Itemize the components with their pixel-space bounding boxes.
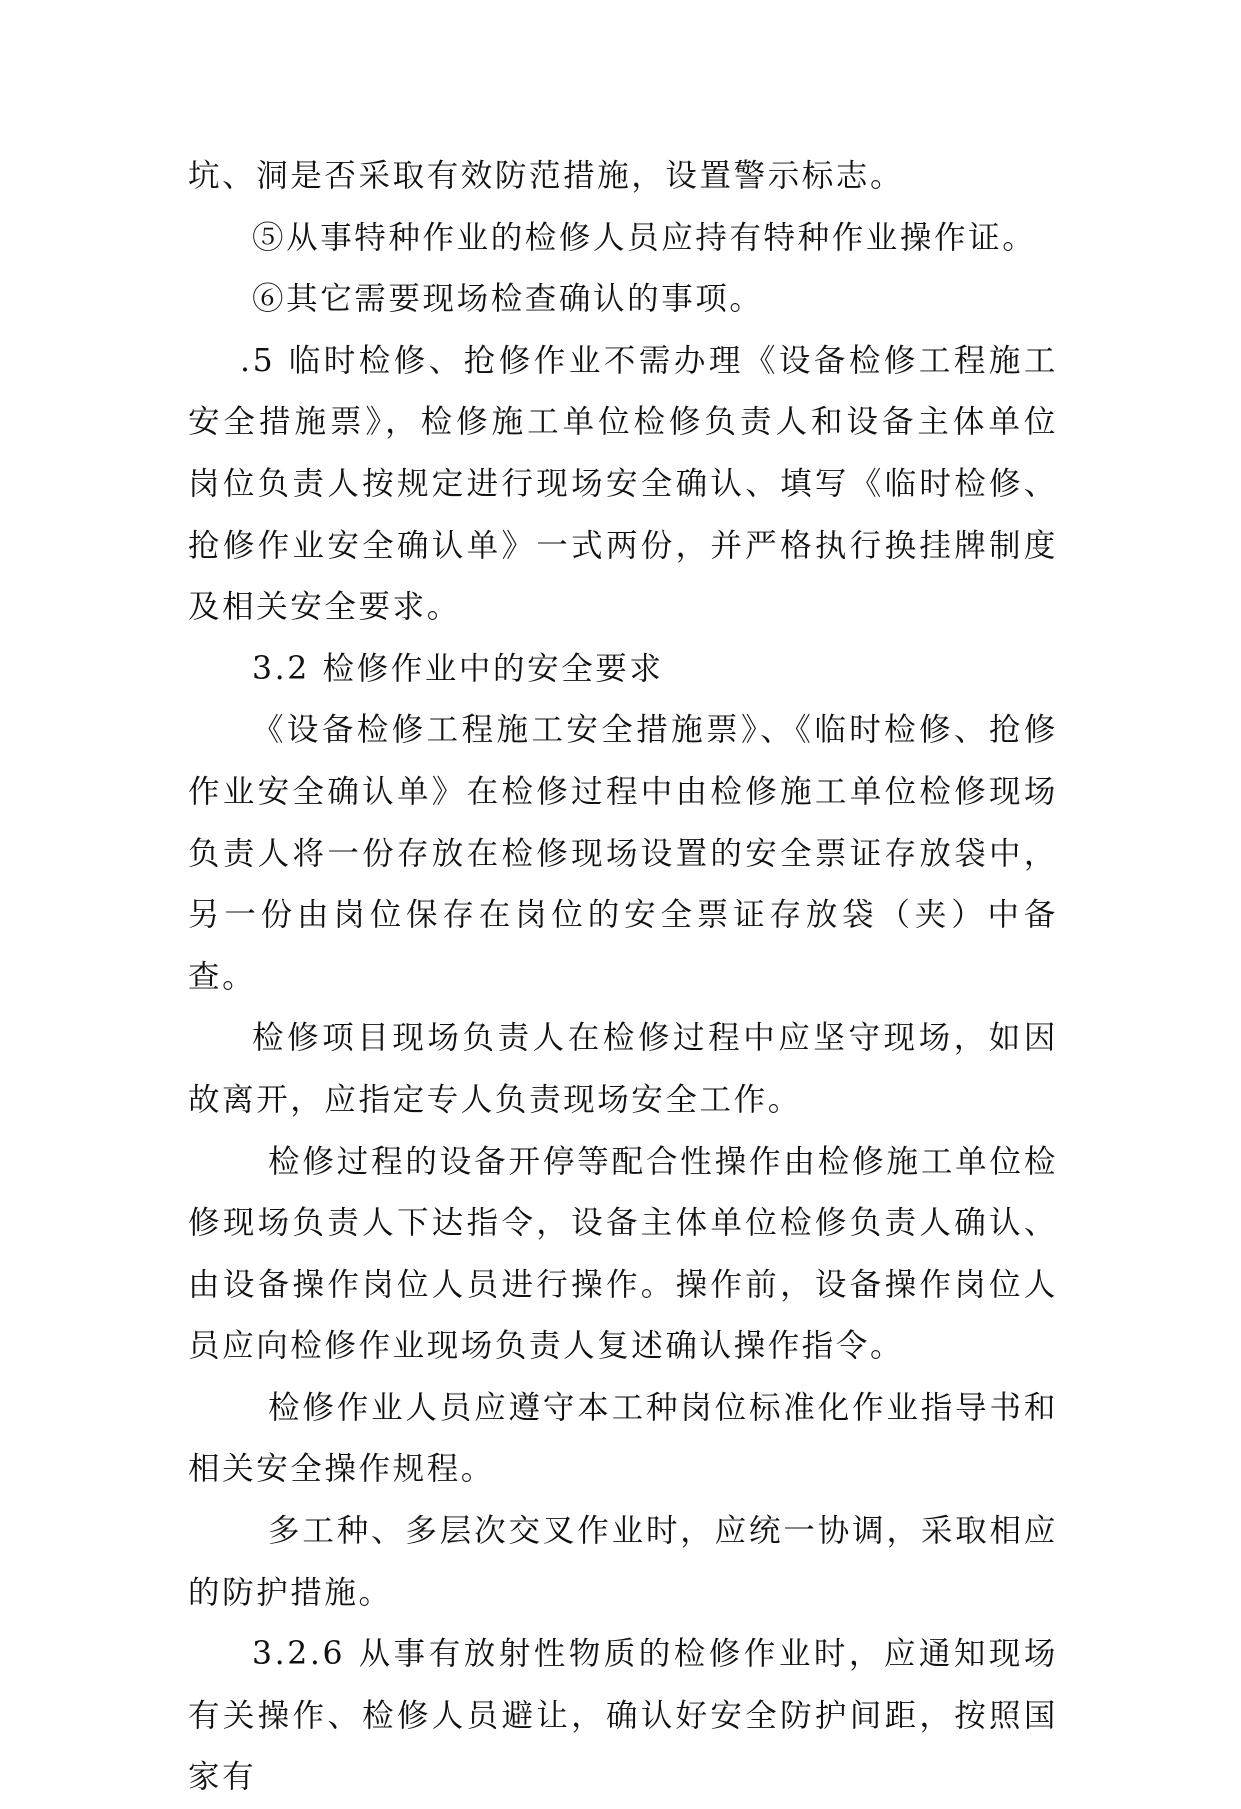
paragraph-hazard-warning: 坑、洞是否采取有效防范措施，设置警示标志。 — [188, 158, 905, 194]
paragraph-radioactive-material: 3.2.6 从事有放射性物质的检修作业时，应通知现场有关操作、检修人员避让，确认好安全防护间距，按照国家有 — [188, 1636, 1058, 1796]
paragraph-temporary-repair: .5 临时检修、抢修作业不需办理《设备检修工程施工安全措施票》，检修施工单位检修负责人和设备主体单位岗位负责人按规定进行现场安全确认、填写《临时检修、抢修作业安全确认单》一式两份，并严格执行换挂牌制度及相关安全要求。 — [188, 342, 1058, 626]
paragraph-other-items: ⑥其它需要现场检查确认的事项。 — [252, 281, 764, 318]
paragraph-cross-operation: 多工种、多层次交叉作业时，应统一协调，采取相应的防护措施。 — [188, 1513, 1058, 1611]
paragraph-ticket-storage: 《设备检修工程施工安全措施票》、《临时检修、抢修作业安全确认单》在检修过程中由检修施工单位检修现场负责人将一份存放在检修现场设置的安全票证存放袋中，另一份由岗位保存在岗位的安全票证存放袋（夹）中备查。 — [188, 712, 1058, 995]
paragraph-site-supervisor: 检修项目现场负责人在检修过程中应坚守现场，如因故离开，应指定专人负责现场安全工作。 — [188, 1020, 1058, 1118]
paragraph-equipment-operation: 检修过程的设备开停等配合性操作由检修施工单位检修现场负责人下达指令，设备主体单位检修负责人确认、由设备操作岗位人员进行操作。操作前，设备操作岗位人员应向检修作业现场负责人复述确认操作指令。 — [188, 1143, 1058, 1365]
section-heading-3-2: 3.2 检修作业中的安全要求 — [252, 650, 664, 687]
paragraph-special-operation-certificate: ⑤从事特种作业的检修人员应持有特种作业操作证。 — [252, 219, 1037, 256]
paragraph-standard-operation: 检修作业人员应遵守本工种岗位标准化作业指导书和相关安全操作规程。 — [188, 1389, 1058, 1488]
body-text — [188, 146, 1058, 1809]
